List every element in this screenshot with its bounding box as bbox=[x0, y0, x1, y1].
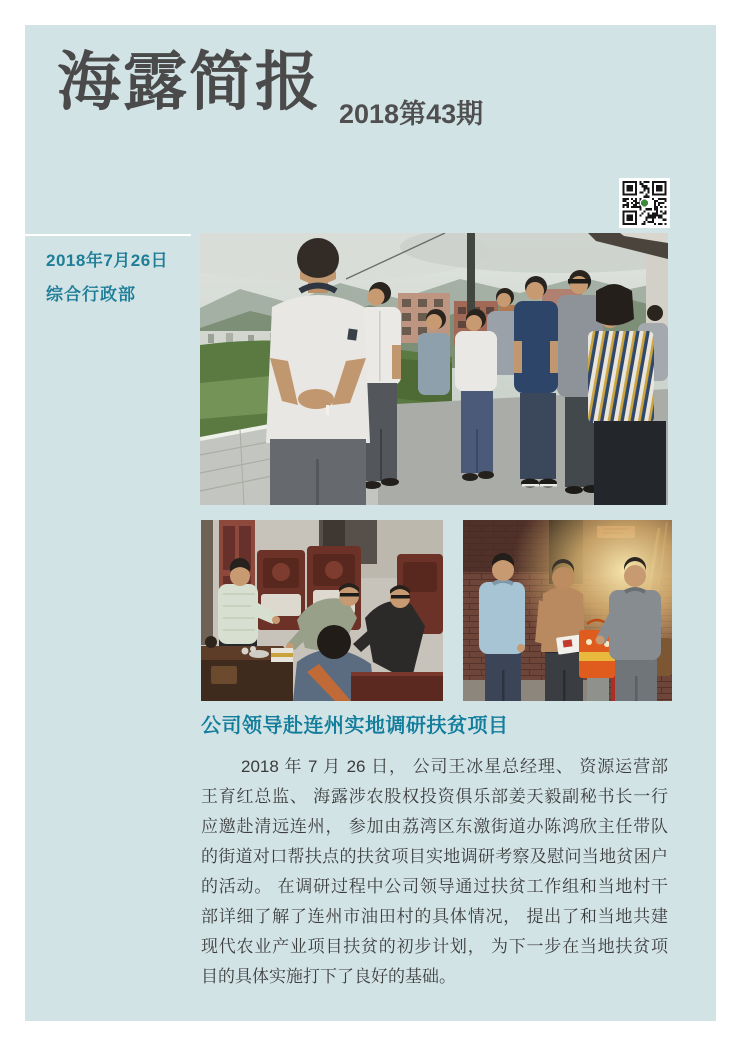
body-line-4: 的街道对口帮扶点的扶贫项目实地调研考察及慰问当地贫困户 bbox=[201, 847, 668, 866]
body-line-7: 现代农业产业项目扶贫的初步计划， 为下一步在当地扶贫项 bbox=[201, 937, 668, 956]
body-line-5: 的活动。 在调研过程中公司领导通过扶贫工作组和当地村干 bbox=[201, 877, 668, 896]
body-line-8: 目的具体实施打下了良好的基础。 bbox=[201, 967, 456, 986]
department-name: 综合行政部 bbox=[46, 285, 136, 304]
qr-code-icon bbox=[619, 178, 670, 228]
photo-meeting-illustration bbox=[201, 520, 443, 701]
body-line-6: 部详细了解了连州市油田村的具体情况， 提出了和当地共建 bbox=[201, 907, 668, 926]
sidebar-separator bbox=[25, 234, 191, 236]
article-body bbox=[201, 752, 668, 992]
article-heading: 公司领导赴连州实地调研扶贫项目 bbox=[201, 715, 509, 737]
photo-rooftop-field-visit bbox=[200, 233, 668, 505]
newsletter-title: 海露简报 bbox=[57, 46, 321, 118]
photo-indoor-meeting bbox=[201, 520, 443, 701]
issue-number: 2018第43期 bbox=[339, 99, 484, 129]
photo-gift-illustration bbox=[463, 520, 672, 701]
publish-date: 2018年7月26日 bbox=[46, 251, 169, 270]
photo-gift-presentation bbox=[463, 520, 672, 701]
figure-man-white-center bbox=[455, 309, 497, 481]
body-line-3: 应邀赴清远连州， 参加由荔湾区东激街道办陈鸿欣主任带队 bbox=[201, 817, 668, 836]
figure-man-navy bbox=[514, 276, 558, 488]
photo-rooftop-illustration bbox=[200, 233, 668, 505]
body-line-2: 王育红总监、 海露涉农股权投资俱乐部姜天毅副秘书长一行 bbox=[201, 787, 668, 806]
red-bench bbox=[351, 672, 443, 701]
body-line-1: 2018 年 7 月 26 日， 公司王冰星总经理、 资源运营部 bbox=[241, 757, 668, 776]
